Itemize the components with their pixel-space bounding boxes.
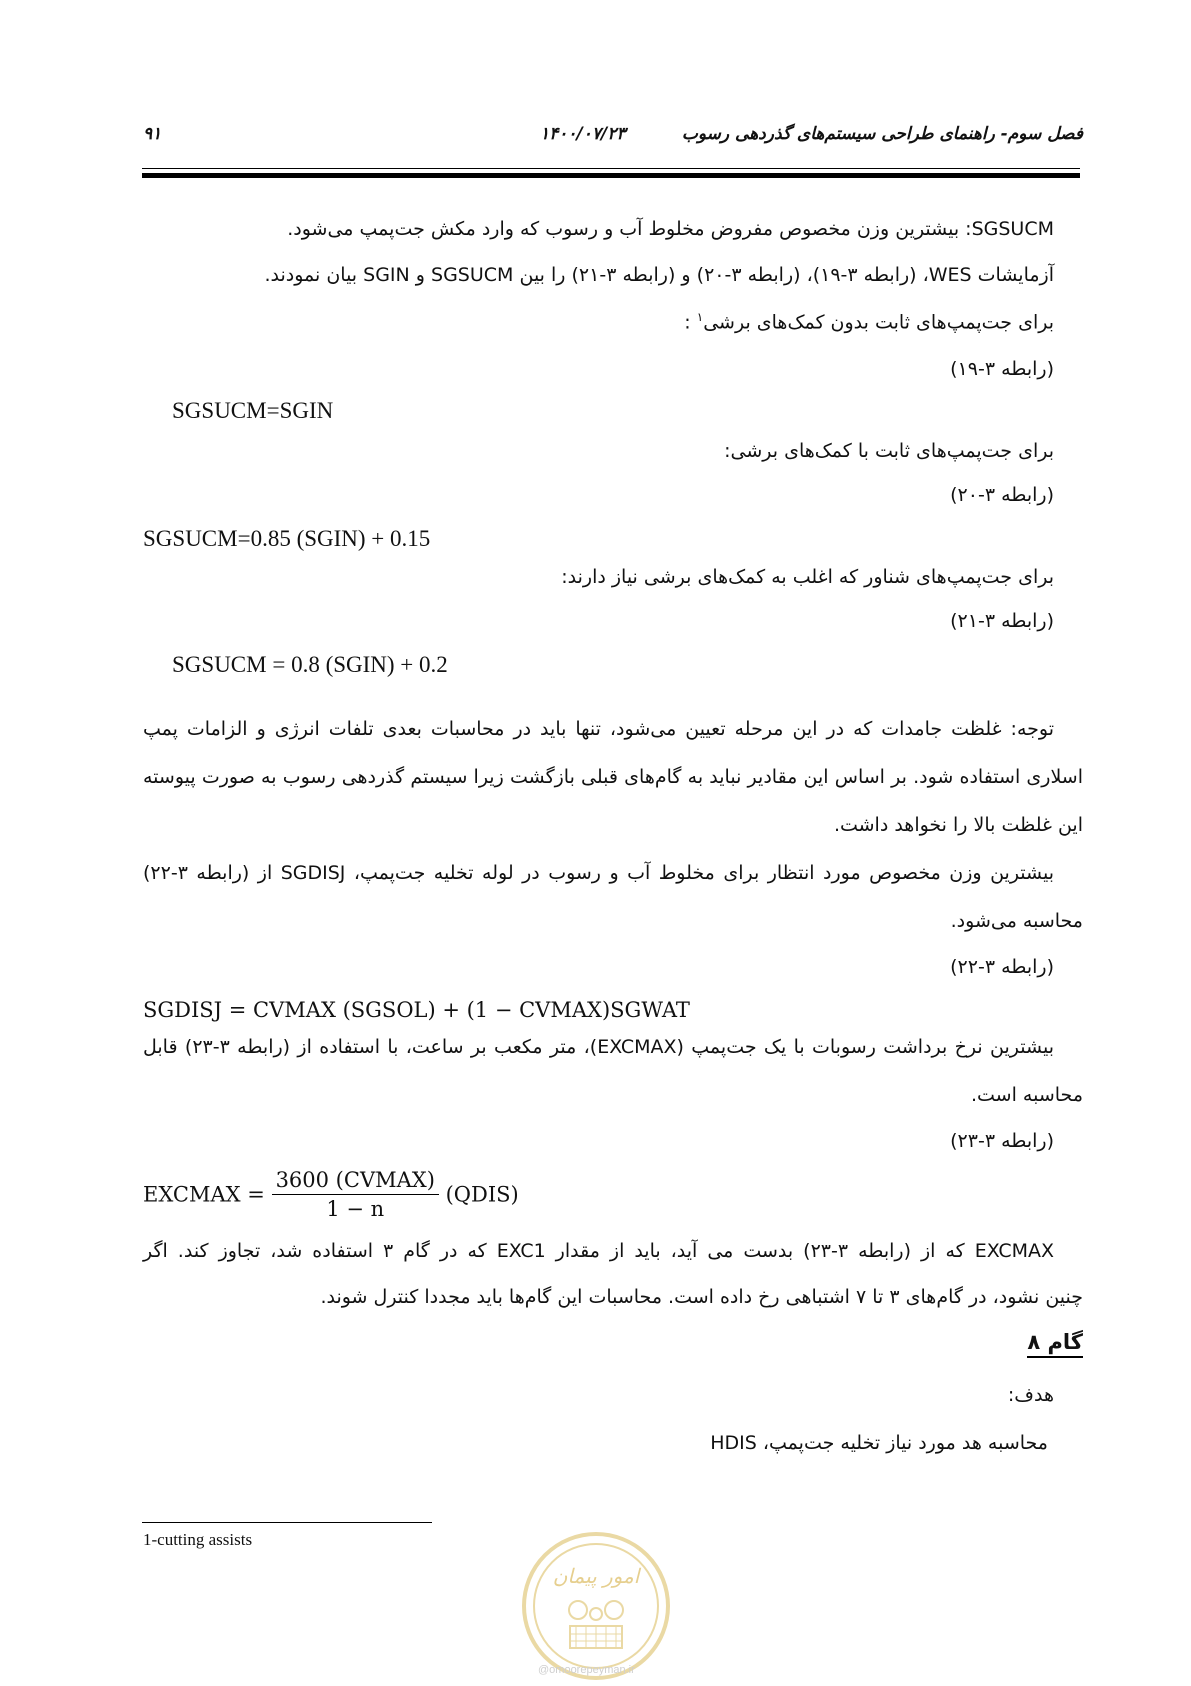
equation-23 — [143, 1168, 519, 1221]
goal-text: محاسبه هد مورد نیاز تخلیه جت‌پمپ، HDIS — [710, 1432, 1048, 1454]
footnote-text: 1-cutting assists — [143, 1530, 253, 1549]
paragraph-excmax-line-1: بیشترین نرخ برداشت رسوبات با یک جت‌پمپ (EXCMAX)، متر مکعب بر ساعت، با استفاده از (رابطه ۳-۲۳) قابل — [143, 1036, 1054, 1058]
footnote-rule — [142, 1522, 432, 1523]
seal-text: امور پیمان — [552, 1564, 640, 1588]
step-8-heading — [1027, 1330, 1083, 1354]
equation-23-fraction — [272, 1168, 439, 1221]
header-rule-thin — [142, 168, 1080, 169]
equation-21: SGSUCM = 0.8 (SGIN) + 0.2 — [172, 652, 448, 677]
watermark-url: @omoorepeyman.ir — [538, 1664, 635, 1676]
paragraph-wes-tests: آزمایشات WES، (رابطه ۳-۱۹)، (رابطه ۳-۲۰) و (رابطه ۳-۲۱) را بین SGSUCM و SGIN بیان نمودند. — [264, 264, 1054, 286]
paragraph-sgdisj-line-2: محاسبه می‌شود. — [950, 910, 1083, 932]
relation-22-label: (رابطه ۳-۲۲) — [950, 956, 1054, 978]
equation-23-denominator: 1 − n — [326, 1197, 385, 1221]
paragraph-fixed-no-cutting-text: برای جت‌پمپ‌های ثابت بدون کمک‌های برشی — [703, 311, 1054, 334]
equation-23-numerator: 3600 (CVMAX) — [272, 1168, 439, 1195]
equation-22: SGDISJ = CVMAX (SGSOL) + (1 − CVMAX)SGWAT — [143, 998, 690, 1022]
equation-23-rhs: (QDIS) — [445, 1182, 519, 1207]
note-line-1: توجه: غلظت جامدات که در این مرحله تعیین می‌شود، تنها باید در محاسبات بعدی تلفات انرژی و الزامات پمپ — [143, 718, 1054, 740]
note-line-3: این غلظت بالا را نخواهد داشت. — [833, 814, 1083, 836]
paragraph-fixed-with-cutting: برای جت‌پمپ‌های ثابت با کمک‌های برشی: — [724, 440, 1054, 462]
paragraph-excmax-line-2: محاسبه است. — [970, 1084, 1083, 1106]
page-number: ۹۱ — [143, 124, 162, 144]
step-8-title: گام ۸ — [1027, 1330, 1083, 1358]
paragraph-fixed-no-cutting-tail: : — [684, 311, 697, 334]
watermark-seal — [520, 1530, 672, 1682]
paragraph-floating: برای جت‌پمپ‌های شناور که اغلب به کمک‌های برشی نیاز دارند: — [561, 566, 1054, 588]
paragraph-sgdisj-line-1: بیشترین وزن مخصوص مورد انتظار برای مخلوط آب و رسوب در لوله تخلیه جت‌پمپ، SGDISJ از (رابطه ۳-۲۲) — [143, 862, 1055, 884]
relation-23-label: (رابطه ۳-۲۳) — [950, 1130, 1054, 1152]
equation-23-lhs: EXCMAX = — [143, 1182, 265, 1207]
relation-21-label: (رابطه ۳-۲۱) — [950, 610, 1054, 632]
paragraph-check-line-2: چنین نشود، در گام‌های ۳ تا ۷ اشتباهی رخ داده است. محاسبات این گام‌ها باید مجددا کنترل شوند. — [320, 1286, 1083, 1308]
equation-20: SGSUCM=0.85 (SGIN) + 0.15 — [143, 526, 431, 551]
header-date: ۱۴۰۰/۰۷/۲۳ — [540, 124, 626, 144]
goal-label: هدف: — [1007, 1384, 1054, 1406]
equation-19: SGSUCM=SGIN — [172, 398, 334, 423]
header-rule-thick — [142, 173, 1080, 178]
chapter-title: فصل سوم- راهنمای طراحی سیستم‌های گذردهی رسوب — [681, 124, 1083, 144]
note-line-2: اسلاری استفاده شود. بر اساس این مقادیر نباید به گام‌های قبلی بازگشت زیرا سیستم گذردهی رسوب به صورت پیوسته — [143, 766, 1083, 788]
paragraph-fixed-no-cutting — [684, 310, 1054, 333]
relation-19-label: (رابطه ۳-۱۹) — [950, 358, 1054, 380]
paragraph-sgsucm-definition: SGSUCM: بیشترین وزن مخصوص مفروض مخلوط آب و رسوب که وارد مکش جت‌پمپ می‌شود. — [287, 218, 1054, 240]
paragraph-check-line-1: EXCMAX که از (رابطه ۳-۲۳) بدست می آید، باید از مقدار EXC1 که در گام ۳ استفاده شد، تجاوز کند. اگر — [143, 1240, 1054, 1262]
seal-graphic — [520, 1530, 672, 1682]
relation-20-label: (رابطه ۳-۲۰) — [950, 484, 1054, 506]
footnote-mark: ۱ — [696, 310, 704, 324]
